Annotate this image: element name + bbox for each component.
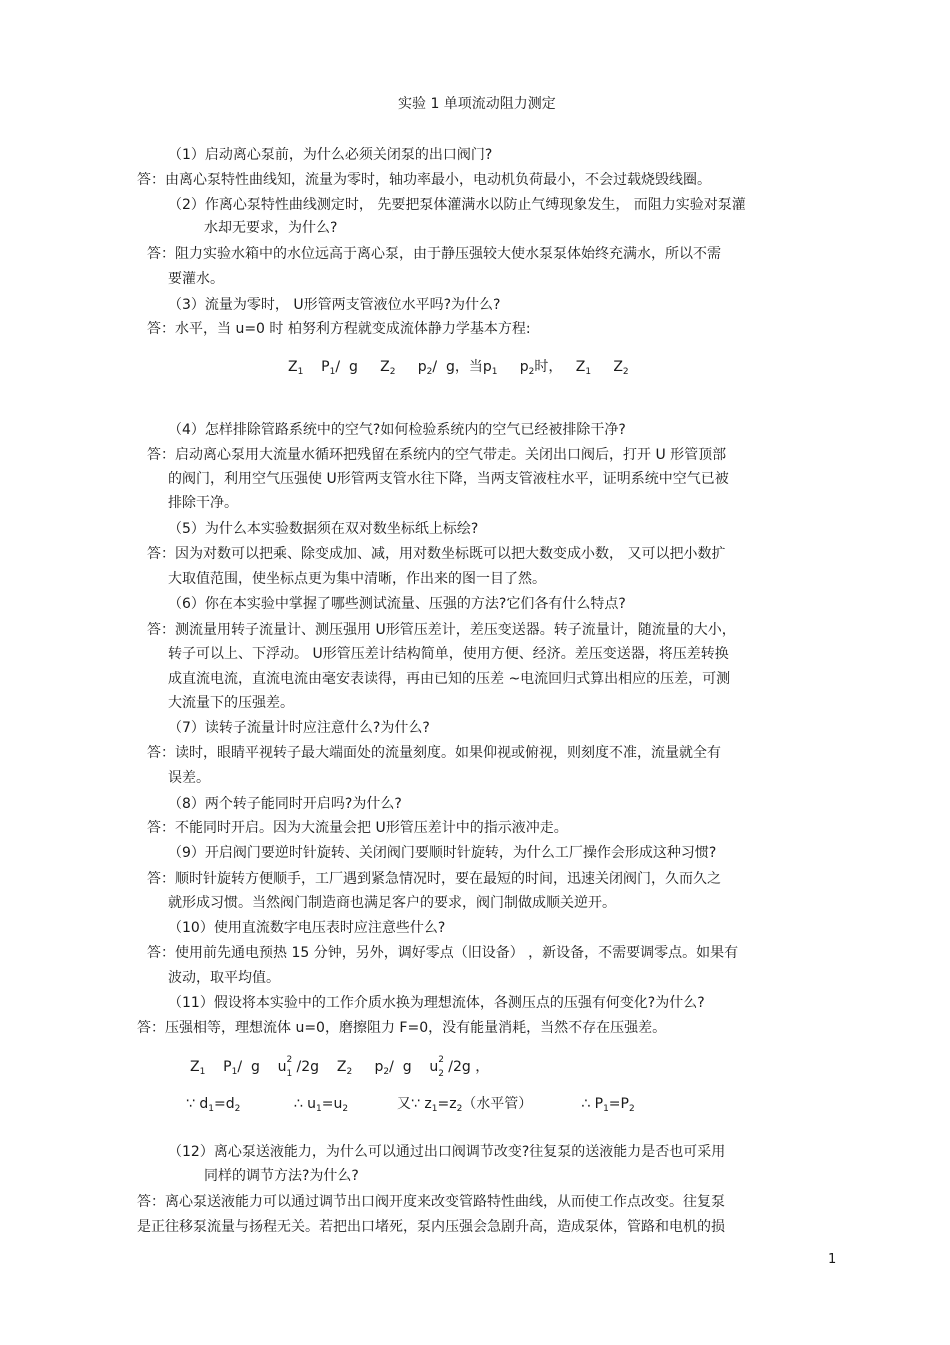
symbol: ∵ d: [186, 1096, 209, 1112]
superscript: 2: [438, 1055, 445, 1065]
symbol: =P: [608, 1096, 629, 1112]
question-line: （1）启动离心泵前，为什么必须关闭泵的出口阀门?: [168, 147, 493, 163]
answer-line: 答：使用前先通电预热 15 分钟，另外，调好零点（旧设备） ，新设备，不需要调零点。如果有: [147, 945, 739, 961]
symbol: Z: [336, 1059, 347, 1075]
symbol: Z: [613, 359, 623, 375]
answer-line: 的阀门，利用空气压强使 U形管两支管水往下降，当两支管液柱水平，证明系统中空气已被: [168, 471, 729, 487]
symbol: u: [429, 1059, 439, 1075]
page-number: 1: [828, 1252, 837, 1267]
subscript: 1: [315, 1104, 322, 1114]
subscript: 1: [431, 1104, 438, 1114]
symbol: P: [223, 1059, 232, 1075]
subscript: 2: [528, 367, 535, 377]
question-line: 水却无要求，为什么?: [204, 220, 338, 236]
symbol: / g: [237, 1059, 260, 1075]
question-line: （8）两个转子能同时开启吗?为什么?: [168, 796, 402, 812]
symbol: p: [482, 359, 492, 375]
subscript: 1: [491, 367, 498, 377]
symbol: Z: [288, 359, 298, 375]
superscript: 2: [286, 1055, 293, 1065]
question-line: （7）读转子流量计时应注意什么?为什么?: [168, 720, 430, 736]
symbol: p: [374, 1059, 384, 1075]
answer-line: 答：读时，眼睛平视转子最大端面处的流量刻度。如果仰视或俯视，则刻度不准，流量就全有: [147, 745, 721, 761]
subscript: 1: [585, 367, 592, 377]
answer-line: 答：水平，当 u=0 时 柏努利方程就变成流体静力学基本方程:: [147, 321, 531, 337]
subscript: 1: [297, 367, 304, 377]
question-line: （3）流量为零时， U形管两支管液位水平吗?为什么?: [168, 297, 501, 313]
sub-superscript: [286, 1055, 297, 1079]
question-line: （6）你在本实验中掌握了哪些测试流量、压强的方法?它们各有什么特点?: [168, 596, 626, 612]
derivation-line: [186, 1095, 635, 1118]
question-line: （2）作离心泵特性曲线测定时， 先要把泵体灌满水以防止气缚现象发生， 而阻力实验对泵灌: [168, 197, 746, 213]
symbol: =u: [321, 1096, 343, 1112]
subscript: 2: [342, 1104, 349, 1114]
subscript: 2: [622, 367, 629, 377]
answer-line: 答：阻力实验水箱中的水位远高于离心泵，由于静压强较大使水泵泵体始终充满水，所以不需: [147, 246, 721, 262]
subscript: 1: [231, 1067, 238, 1077]
question-line: （11）假设将本实验中的工作介质水换为理想流体，各测压点的压强有何变化?为什么?: [168, 995, 705, 1011]
symbol: u: [277, 1059, 287, 1075]
answer-line: 答：压强相等，理想流体 u=0，磨擦阻力 F=0，没有能量消耗，当然不存在压强差。: [137, 1020, 667, 1036]
answer-line: 就形成习惯。当然阀门制造商也满足客户的要求，阀门制做成顺关逆开。: [168, 895, 616, 911]
answer-line: 要灌水。: [168, 271, 224, 287]
symbol: =d: [213, 1096, 235, 1112]
subscript: 2: [389, 367, 396, 377]
question-line: 同样的调节方法?为什么?: [204, 1168, 359, 1184]
symbol: Z: [575, 359, 586, 375]
answer-line: 转子可以上、下浮动。 U形管压差计结构简单，使用方便、经济。差压变送器，将压差转换: [168, 646, 729, 662]
answer-line: 答：因为对数可以把乘、除变成加、减，用对数坐标既可以把大数变成小数， 又可以把小数扩: [147, 546, 726, 562]
symbol: （水平管）: [462, 1096, 533, 1112]
symbol: g，当: [445, 359, 483, 375]
symbol: Z: [190, 1059, 200, 1075]
symbol: / g: [335, 359, 358, 375]
answer-line: 大取值范围，使坐标点更为集中清晰，作出来的图一目了然。: [168, 571, 546, 587]
symbol: Z: [380, 359, 390, 375]
answer-line: 是正往移泵流量与扬程无关。若把出口堵死，泵内压强会急剧升高，造成泵体，管路和电机的损: [137, 1219, 725, 1235]
symbol: /2g: [296, 1059, 320, 1075]
symbol: p: [417, 359, 427, 375]
sub-superscript: [438, 1055, 448, 1079]
subscript: 2: [346, 1067, 353, 1077]
hydrostatic-formula: $Z_1$ $P_1/$ g $Z_2$ $p_2/$ g，当$p_1$ $p_2$时， $Z_1$ $Z_2$: [288, 359, 629, 377]
question-line: （5）为什么本实验数据须在双对数坐标纸上标绘?: [168, 521, 479, 537]
answer-line: 答：不能同时开启。因为大流量会把 U形管压差计中的指示液冲走。: [147, 820, 568, 836]
subscript: 1: [199, 1067, 206, 1077]
answer-line: 成直流电流，直流电流由毫安表读得，再由已知的压差 ~电流回归式算出相应的压差，可测: [168, 671, 731, 687]
question-line: （4）怎样排除管路系统中的空气?如何检验系统内的空气已经被排除干净?: [168, 422, 626, 438]
symbol: ∴ u: [293, 1096, 316, 1112]
subscript: 2: [628, 1104, 635, 1114]
answer-line: 误差。: [168, 770, 210, 786]
answer-line: 答：启动离心泵用大流量水循环把残留在系统内的空气带走。关闭出口阀后，打开 U 形管顶部: [147, 447, 727, 463]
answer-line: 答：测流量用转子流量计、测压强用 U形管压差计，差压变送器。转子流量计，随流量的大小，: [147, 622, 736, 638]
question-line: （12）离心泵送液能力，为什么可以通过出口阀调节改变?往复泵的送液能力是否也可采用: [168, 1144, 726, 1160]
subscript: 1: [286, 1069, 293, 1079]
answer-line: 答：顺时针旋转方便顺手，工厂遇到紧急情况时，要在最短的时间，迅速关闭阀门，久而久之: [147, 871, 721, 887]
subscript: 2: [438, 1069, 445, 1079]
symbol: / g: [389, 1059, 412, 1075]
subscript: 1: [603, 1104, 609, 1114]
question-line: （10）使用直流数字电压表时应注意些什么?: [168, 920, 446, 936]
symbol: /2g ，: [448, 1059, 490, 1075]
bernoulli-formula: [190, 1055, 490, 1081]
symbol: 又∵ z: [397, 1096, 432, 1112]
symbol: P: [321, 359, 330, 375]
answer-line: 答：由离心泵特性曲线知，流量为零时，轴功率最小，电动机负荷最小，不会过载烧毁线圈。: [137, 172, 711, 188]
symbol: ∴ P: [581, 1096, 604, 1112]
page-title: 实验 1 单项流动阻力测定: [398, 96, 556, 112]
symbol: 时，: [534, 359, 563, 375]
answer-line: 答：离心泵送液能力可以通过调节出口阀开度来改变管路特性曲线，从而使工作点改变。往复泵: [137, 1194, 725, 1210]
subscript: 1: [208, 1104, 214, 1114]
answer-line: 波动，取平均值。: [168, 970, 280, 986]
subscript: 2: [456, 1104, 463, 1114]
subscript: 1: [329, 367, 336, 377]
subscript: 2: [234, 1104, 241, 1114]
subscript: 2: [426, 367, 433, 377]
symbol: p: [519, 359, 529, 375]
answer-line: 大流量下的压强差。: [168, 695, 294, 711]
question-line: （9）开启阀门要逆时针旋转、关闭阀门要顺时针旋转，为什么工厂操作会形成这种习惯?: [168, 845, 717, 861]
answer-line: 排除干净。: [168, 495, 238, 511]
symbol: =z: [437, 1096, 457, 1112]
subscript: 2: [383, 1067, 390, 1077]
